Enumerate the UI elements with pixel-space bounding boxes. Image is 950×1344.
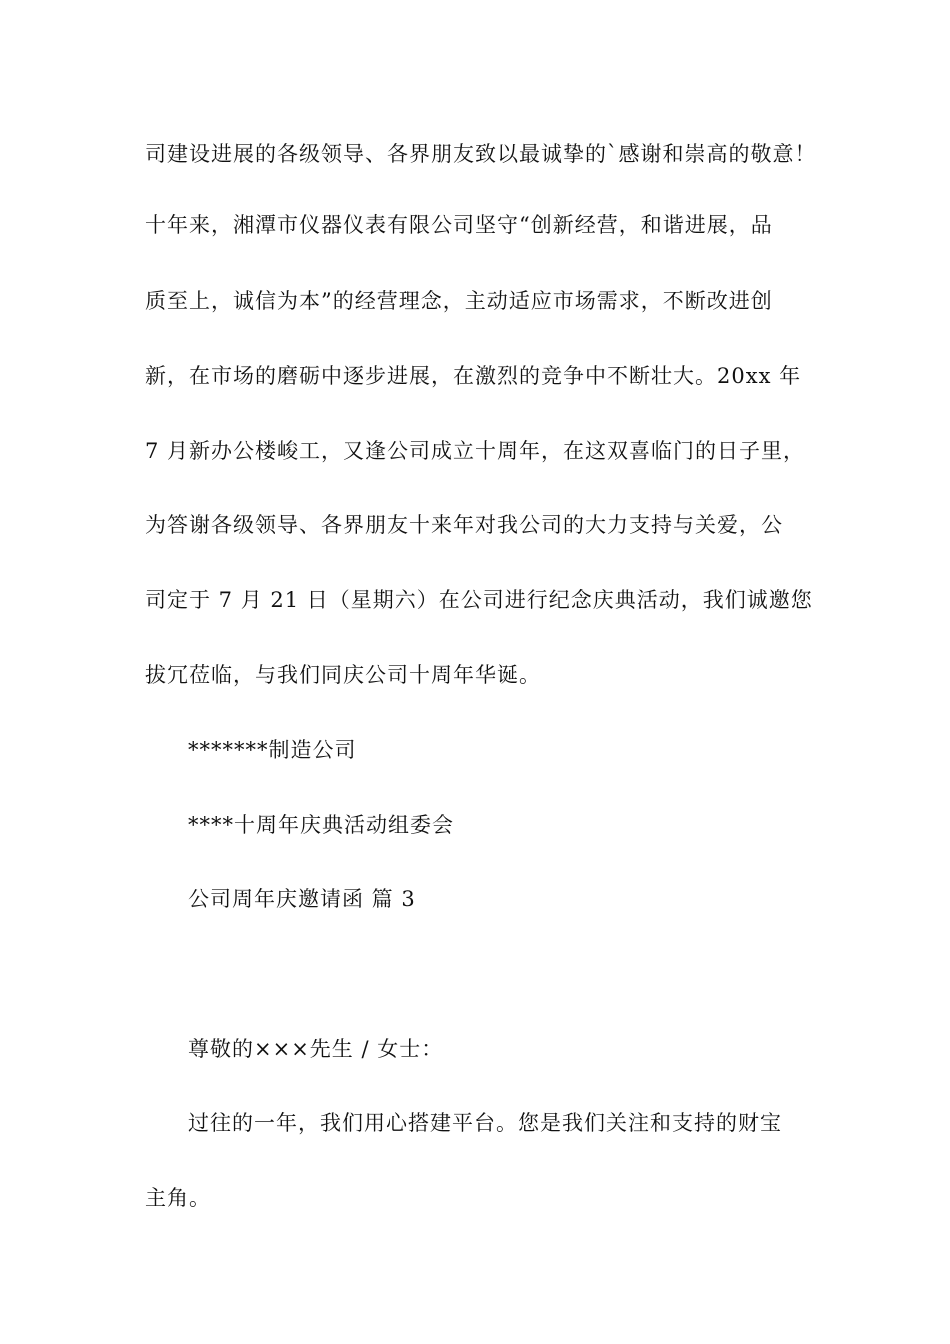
- paragraph-line-1: 过往的一年，我们用心搭建平台。您是我们关注和支持的财宝: [188, 1111, 782, 1135]
- section-title: 公司周年庆邀请函 篇 3: [188, 887, 416, 911]
- body-line-4: 新，在市场的磨砺中逐步进展，在激烈的竞争中不断壮大。20xx 年: [145, 364, 802, 388]
- body-line-8: 拔冗莅临，与我们同庆公司十周年华诞。: [145, 663, 541, 687]
- body-line-6: 为答谢各级领导、各界朋友十来年对我公司的大力支持与关爱，公: [145, 513, 783, 537]
- body-line-5: 7 月新办公楼峻工，又逢公司成立十周年，在这双喜临门的日子里，: [145, 439, 806, 463]
- signature-committee: ****十周年庆典活动组委会: [188, 813, 454, 837]
- body-line-2: 十年来，湘潭市仪器仪表有限公司坚守“创新经营，和谐进展，品: [145, 213, 773, 237]
- body-line-3: 质至上，诚信为本”的经营理念，主动适应市场需求，不断改进创: [145, 289, 773, 313]
- body-line-1: 司建设进展的各级领导、各界朋友致以最诚挚的`感谢和崇高的敬意！: [145, 142, 817, 166]
- salutation: 尊敬的×××先生 / 女士：: [188, 1037, 444, 1061]
- body-line-7: 司定于 7 月 21 日（星期六）在公司进行纪念庆典活动，我们诚邀您: [145, 588, 813, 612]
- paragraph-line-2: 主角。: [145, 1186, 211, 1210]
- signature-company: *******制造公司: [188, 738, 357, 762]
